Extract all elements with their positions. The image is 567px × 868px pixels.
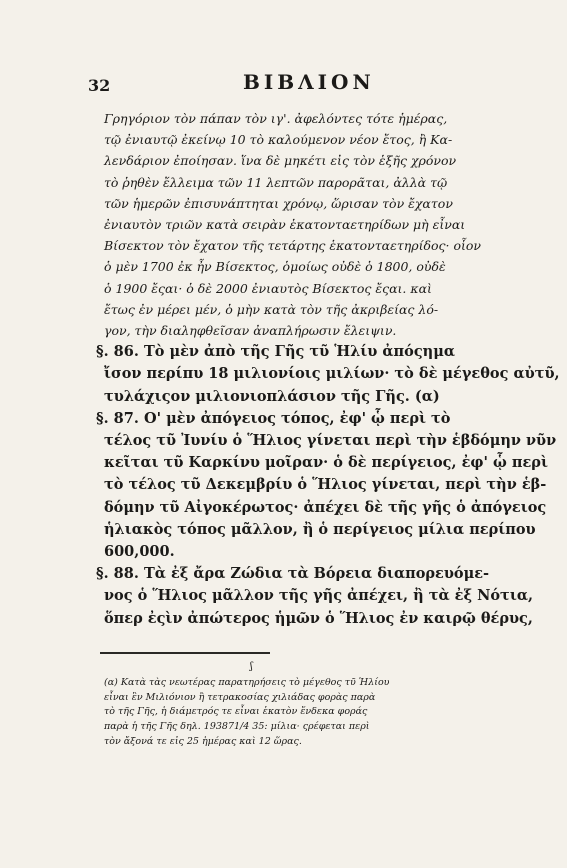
footnote bbox=[104, 676, 489, 750]
footnote-line: εἶναι ἓν Μιλιόνιον ἢ τετρακοσίας χιλιάδας φορὰς παρὰ bbox=[104, 691, 376, 703]
paragraph-88-line: νος ὁ Ἥλιος μᾶλλον τῆς γῆς ἀπέχει, ἢ τὰ ἐξ Νότια, bbox=[104, 587, 534, 605]
body-line: τῷ ἐνιαυτῷ ἐκείνῳ 10 τὸ καλούμενον νέον ἔτος, ἢ Κα- bbox=[104, 132, 453, 148]
paragraph-88-line: §. 88. Τὰ ἐξ ἄρα Ζώδια τὰ Βόρεια διαπορευόμε- bbox=[96, 565, 490, 583]
page-header bbox=[88, 70, 488, 100]
footnote-line: παρὰ ἡ τῆς Γῆς δηλ. 193871/4 35: μίλια· ςρέφεται περὶ bbox=[104, 721, 370, 733]
footnote-marker: ʃ bbox=[250, 661, 253, 672]
body-line: ὁ 1900 ἔςαι· ὁ δὲ 2000 ἐνιαυτὸς Βίσεκτος ἔςαι. καὶ bbox=[104, 280, 432, 296]
footnote-line: τὸ τῆς Γῆς, ἡ διάμετρός τε εἶναι ἑκατὸν ἕνδεκα φοράς bbox=[104, 706, 368, 718]
paragraph-86-line: τυλάχιςον μιλιονιοπλάσιον τῆς Γῆς. (α) bbox=[104, 387, 440, 405]
paragraph-87-line: τὸ τέλος τῦ Δεκεμβρίυ ὁ Ἥλιος γίνεται, περὶ τὴν ἑβ- bbox=[104, 476, 547, 494]
body-line: λενδάριον ἐποίησαν. ἵνα δὲ μηκέτι εἰς τὸν ἑξῆς χρόνον bbox=[104, 153, 457, 169]
paragraph-87-line: 600,000. bbox=[104, 543, 175, 561]
page-number: 32 bbox=[88, 76, 111, 95]
body-line: ἐνιαυτὸν τριῶν κατὰ σειρὰν ἑκατονταετηρίδων μὴ εἶναι bbox=[104, 217, 466, 233]
body-line: Γρηγόριον τὸν πάπαν τὸν ιγ'. ἀφελόντες τότε ἡμέρας, bbox=[104, 111, 448, 126]
paragraph-86-line: §. 86. Τὸ μὲν ἀπὸ τῆς Γῆς τῦ Ἡλίυ ἀπόςημα bbox=[96, 343, 455, 361]
paragraph-87-line: τέλος τῦ Ἰυνίυ ὁ Ἥλιος γίνεται περὶ τὴν ἑβδόμην νῦν bbox=[104, 432, 557, 450]
footnote-line: (α) Κατὰ τὰς νεωτέρας παρατηρήσεις τὸ μέγεθος τῦ Ἡλίου bbox=[104, 677, 390, 688]
body-text bbox=[96, 108, 560, 630]
paragraph-87-line: §. 87. Ο' μὲν ἀπόγειος τόπος, ἐφ' ᾧ περὶ τὸ bbox=[96, 409, 451, 427]
body-line: τῶν ἡμερῶν ἐπισυνάπτηται χρόνῳ, ὥρισαν τὸν ἔχατον bbox=[104, 195, 453, 211]
body-line: τὸ ῥηθὲν ἔλλειμα τῶν 11 λεπτῶν παρορᾶται, ἀλλὰ τῷ bbox=[104, 174, 448, 190]
footnote-line: τὸν ἄξονά τε εἰς 25 ἡμέρας καὶ 12 ὥρας. bbox=[104, 735, 302, 747]
paragraph-88-line: ὅπερ ἐςὶν ἀπώτερος ἡμῶν ὁ Ἥλιος ἐν καιρῷ θέρυς, bbox=[104, 609, 533, 627]
paragraph-87-line: ἡλιακὸς τόπος μᾶλλον, ἢ ὁ περίγειος μίλια περίπου bbox=[104, 520, 536, 538]
paragraph-86-line: ἴσον περίπυ 18 μιλιονίοις μιλίων· τὸ δὲ μέγεθος αὐτῦ, bbox=[104, 365, 560, 383]
body-line: Βίσεκτον τὸν ἔχατον τῆς τετάρτης ἑκατονταετηρίδος· οἷον bbox=[104, 238, 482, 254]
paragraph-87-line: δόμην τῦ Αἰγοκέρωτος· ἀπέχει δὲ τῆς γῆς ὁ ἀπόγειος bbox=[104, 498, 547, 516]
footnote-rule bbox=[100, 652, 270, 654]
body-line: γον, τὴν διαληφθεῖσαν ἀναπλήρωσιν ἔλειψιν. bbox=[104, 323, 397, 339]
running-title: ΒΙΒΛΙΟΝ bbox=[243, 70, 375, 94]
body-line: ἔτως ἐν μέρει μέν, ὁ μὴν κατὰ τὸν τῆς ἀκριβείας λό- bbox=[104, 301, 439, 317]
body-line: ὁ μὲν 1700 ἐκ ἦν Βίσεκτος, ὁμοίως οὐδὲ ὁ 1800, οὐδὲ bbox=[104, 259, 446, 275]
paragraph-87-line: κεῖται τῦ Καρκίνυ μοῖραν· ὁ δὲ περίγειος, ἐφ' ᾧ περὶ bbox=[104, 454, 548, 472]
